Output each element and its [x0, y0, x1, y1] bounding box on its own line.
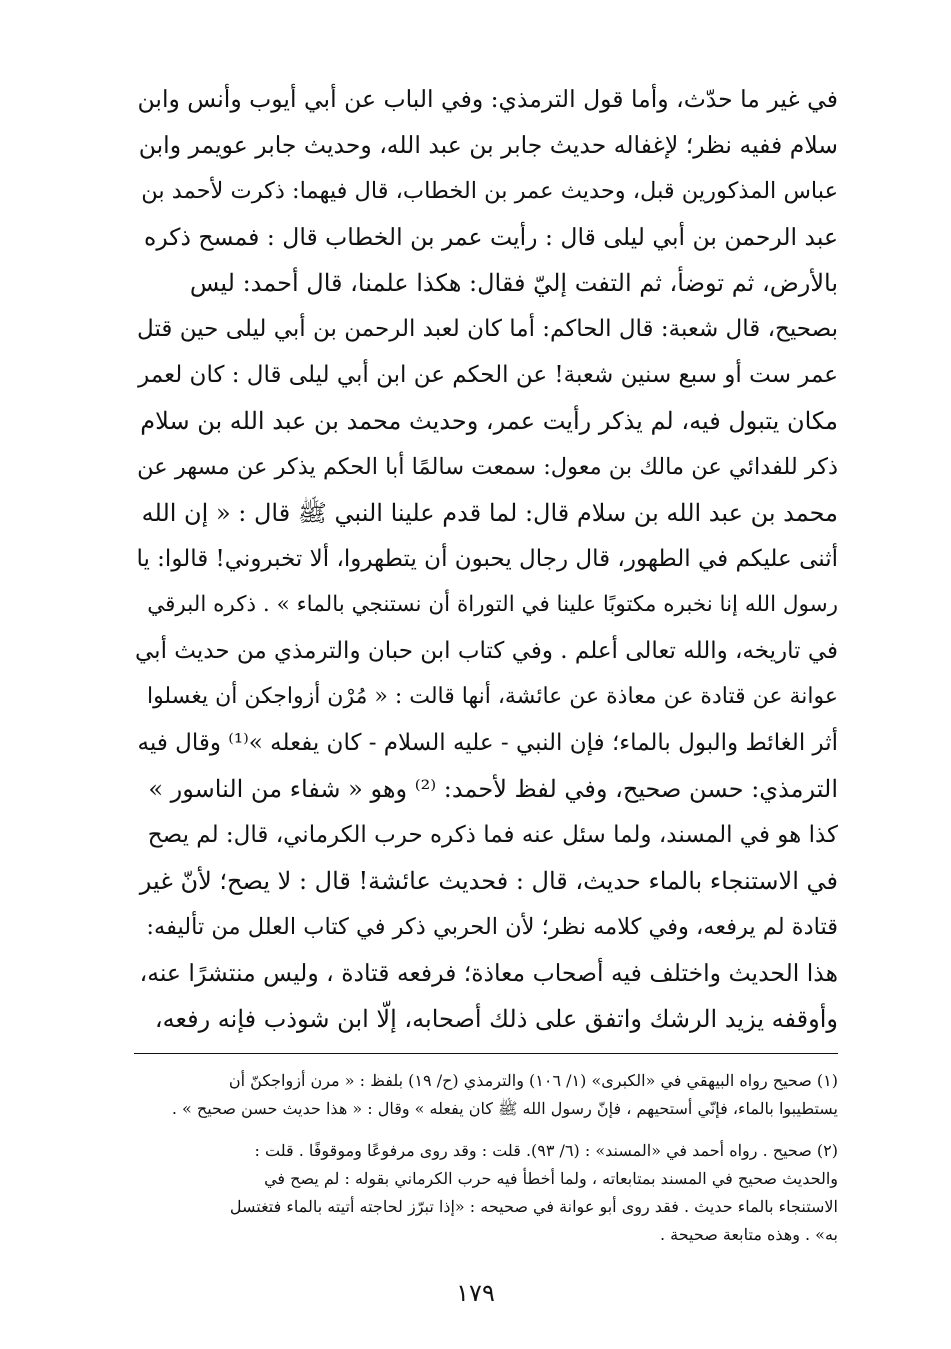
footnote-line: (٢) صحيح . رواه أحمد في «المسند» : (٦/ ٩٣). قلت : وقد روى مرفوعًا وموقوفًا . قلت :	[254, 1141, 838, 1160]
text-line: في تاريخه، والله تعالى أعلم . وفي كتاب ابن حبان والترمذي من حديث أبي	[135, 638, 838, 664]
footnote-spacer	[134, 1123, 838, 1137]
footnotes-block	[134, 1067, 838, 1249]
text-line: أثر الغائط والبول بالماء؛ فإن النبي - عليه السلام - كان يفعله »⁽¹⁾ وقال فيه	[137, 730, 838, 756]
text-line: بصحيح، قال شعبة: قال الحاكم: أما كان لعبد الرحمن بن أبي ليلى حين قتل	[137, 316, 838, 342]
text-line: في الاستنجاء بالماء حديث، قال : فحديث عائشة! قال : لا يصح؛ لأنّ غير	[139, 867, 838, 895]
footnote-line: به» . وهذه متابعة صحيحة .	[659, 1225, 838, 1244]
text-line: في غير ما حدّث، وأما قول الترمذي: وفي الباب عن أبي أيوب وأنس وابن	[137, 85, 838, 113]
text-line: الترمذي: حسن صحيح، وفي لفظ لأحمد: ⁽²⁾ وهو « شفاء من الناسور »	[148, 775, 838, 803]
text-line: ذكر للفدائي عن مالك بن معول: سمعت سالمًا أبا الحكم يذكر عن مسهر عن	[137, 454, 838, 480]
footnote-line: الاستنجاء بالماء حديث . فقد روى أبو عوانة في صحيحه : «إذا تبرّز لحاجته أتيته بالماء فتغتسل	[229, 1197, 838, 1216]
page-number: ١٧٩	[456, 1279, 495, 1307]
text-line: عباس المذكورين قبل، وحديث عمر بن الخطاب، قال فيهما: ذكرت لأحمد بن	[141, 178, 838, 204]
text-line: أثنى عليكم في الطهور، قال رجال يحبون أن يتطهروا، ألا تخبروني! قالوا: يا	[136, 546, 838, 572]
footnote-1	[134, 1067, 838, 1123]
footnote-divider	[134, 1053, 838, 1054]
footnote-line: يستطيبوا بالماء، فإنّي أستحيهم ، فإنّ رسول الله ﷺ كان يفعله » وقال : « هذا حديث حسن صحيح » .	[171, 1099, 838, 1118]
text-line: عمر ست أو سبع سنين شعبة! عن الحكم عن ابن أبي ليلى قال : كان لعمر	[138, 362, 838, 388]
footnote-2	[134, 1137, 838, 1249]
text-line: مكان يتبول فيه، لم يذكر رأيت عمر، وحديث محمد بن عبد الله بن سلام	[140, 407, 838, 435]
text-line: عبد الرحمن بن أبي ليلى قال : رأيت عمر بن الخطاب قال : فمسح ذكره	[144, 223, 838, 251]
text-line: سلام ففيه نظر؛ لإغفاله حديث جابر بن عبد الله، وحديث جابر عويمر وابن	[138, 131, 838, 159]
text-line: رسول الله إنا نخبره مكتوبًا علينا في التوراة أن نستنجي بالماء » . ذكره البرقي	[147, 592, 838, 617]
main-text-block	[134, 76, 838, 1042]
text-line: كذا هو في المسند، ولما سئل عنه فما ذكره حرب الكرماني، قال: لم يصح	[147, 822, 838, 848]
footnote-line: (١) صحيح رواه البيهقي في «الكبرى» (١/ ١٠٦) والترمذي (ح/ ١٩) بلفظ : « مرن أزواجكنّ أن	[228, 1071, 838, 1090]
text-line: محمد بن عبد الله بن سلام قال: لما قدم علينا النبي ﷺ قال : « إن الله	[141, 499, 838, 527]
text-line: عوانة عن قتادة عن معاذة عن عائشة، أنها قالت : « مُرْن أزواجكن أن يغسلوا	[146, 684, 838, 709]
text-line: وأوقفه يزيد الرشك واتفق على ذلك أصحابه، إلّا ابن شوذب فإنه رفعه،	[154, 1005, 838, 1033]
text-line: هذا الحديث واختلف فيه أصحاب معاذة؛ فرفعه قتادة ، وليس منتشرًا عنه،	[139, 959, 838, 987]
footnote-line: والحديث صحيح في المسند بمتابعاته ، ولما أخطأ فيه حرب الكرماني بقوله : لم يصح في	[264, 1169, 838, 1188]
text-line: بالأرض، ثم توضأ، ثم التفت إليّ فقال: هكذا علمنا، قال أحمد: ليس	[189, 269, 838, 297]
text-line: قتادة لم يرفعه، وفي كلامه نظر؛ لأن الحربي ذكر في كتاب العلل من تأليفه:	[146, 914, 838, 940]
